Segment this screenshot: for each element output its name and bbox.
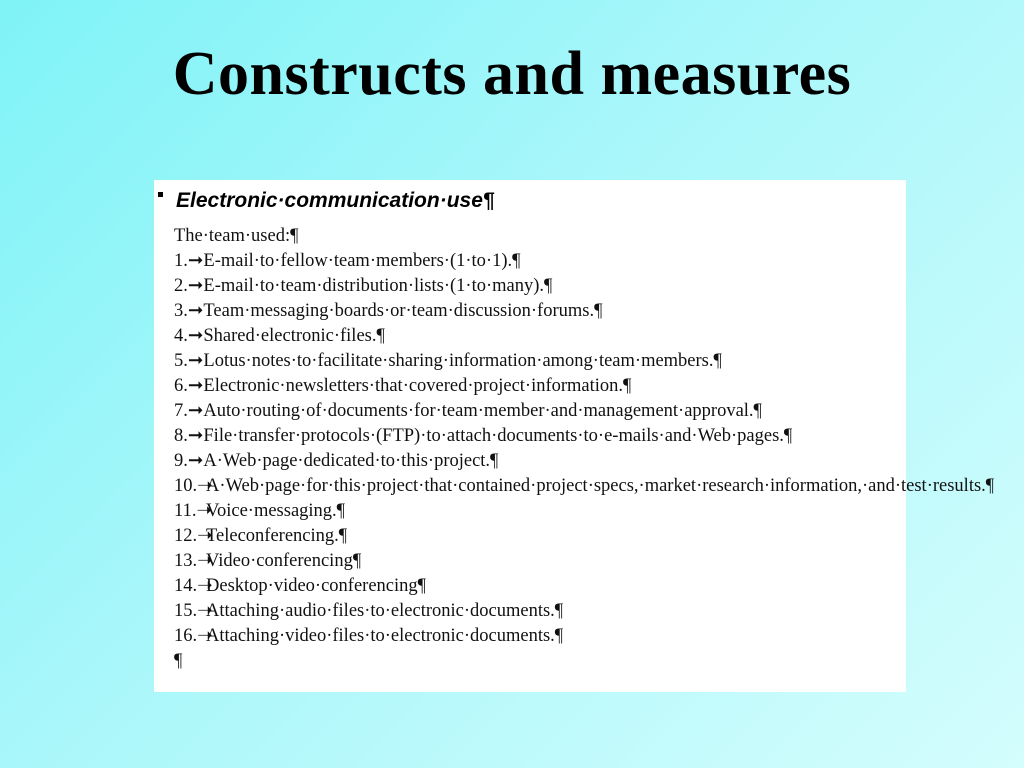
item-number: 3.➞ xyxy=(174,301,204,321)
list-item xyxy=(174,599,894,624)
item-number: 11.➝ xyxy=(174,501,212,521)
item-text: Attaching·video·files·to·electronic·documents.¶ xyxy=(206,626,564,646)
item-text: Lotus·notes·to·facilitate·sharing·information·among·team·members.¶ xyxy=(203,351,722,371)
item-number: 5.➞ xyxy=(174,351,204,371)
item-text: E-mail·to·fellow·team·members·(1·to·1).¶ xyxy=(203,251,521,271)
list-item xyxy=(174,424,894,449)
item-number: 6.➞ xyxy=(174,376,204,396)
list-item xyxy=(174,574,894,599)
item-text: Auto·routing·of·documents·for·team·member·and·management·approval.¶ xyxy=(203,401,762,421)
item-number: 7.➞ xyxy=(174,401,204,421)
item-text: Electronic·newsletters·that·covered·project·information.¶ xyxy=(203,376,632,396)
item-text: Shared·electronic·files.¶ xyxy=(203,326,385,346)
item-number: 9.➞ xyxy=(174,451,204,471)
item-text: Voice·messaging.¶ xyxy=(206,501,346,521)
item-number: 16.➝ xyxy=(174,626,213,646)
list-item xyxy=(174,399,894,424)
item-number: 10.➝ xyxy=(174,476,213,496)
item-text: File·transfer·protocols·(FTP)·to·attach·documents·to·e-mails·and·Web·pages.¶ xyxy=(203,426,793,446)
item-text: Team·messaging·boards·or·team·discussion·forums.¶ xyxy=(203,301,603,321)
item-number: 4.➞ xyxy=(174,326,204,346)
item-text: Video·conferencing¶ xyxy=(206,551,362,571)
paragraph-mark: ¶ xyxy=(174,651,183,671)
document-body xyxy=(174,224,995,674)
item-number: 12.➝ xyxy=(174,526,213,546)
item-number: 14.➝ xyxy=(174,576,213,596)
list-item xyxy=(174,324,894,349)
item-number: 2.➞ xyxy=(174,276,204,296)
list-item xyxy=(174,549,894,574)
item-text: A·Web·page·for·this·project·that·contained·project·specs,·market·research·information,·and·test·results.¶ xyxy=(206,476,995,496)
intro-line: The·team·used:¶ xyxy=(174,226,299,246)
list-item xyxy=(174,249,894,274)
item-text: A·Web·page·dedicated·to·this·project.¶ xyxy=(203,451,499,471)
item-number: 1.➞ xyxy=(174,251,204,271)
item-number: 15.➝ xyxy=(174,601,213,621)
document-image xyxy=(154,180,995,692)
list-item xyxy=(174,374,894,399)
list-item xyxy=(174,624,894,649)
list-item xyxy=(174,499,894,524)
item-text: E-mail·to·team·distribution·lists·(1·to·many).¶ xyxy=(203,276,553,296)
list-item xyxy=(174,524,894,549)
list-item xyxy=(174,299,894,324)
bullet-marker xyxy=(158,192,163,197)
item-number: 8.➞ xyxy=(174,426,204,446)
item-number: 13.➝ xyxy=(174,551,213,571)
list-item xyxy=(174,274,894,299)
slide-title: Constructs and measures xyxy=(172,40,852,108)
item-text: Teleconferencing.¶ xyxy=(206,526,348,546)
item-text: Desktop·video·conferencing¶ xyxy=(206,576,427,596)
list-item xyxy=(174,449,894,474)
list-item xyxy=(174,349,894,374)
document-heading: Electronic·communication·use¶ xyxy=(176,189,495,212)
item-text: Attaching·audio·files·to·electronic·documents.¶ xyxy=(206,601,564,621)
list-item xyxy=(174,474,995,499)
